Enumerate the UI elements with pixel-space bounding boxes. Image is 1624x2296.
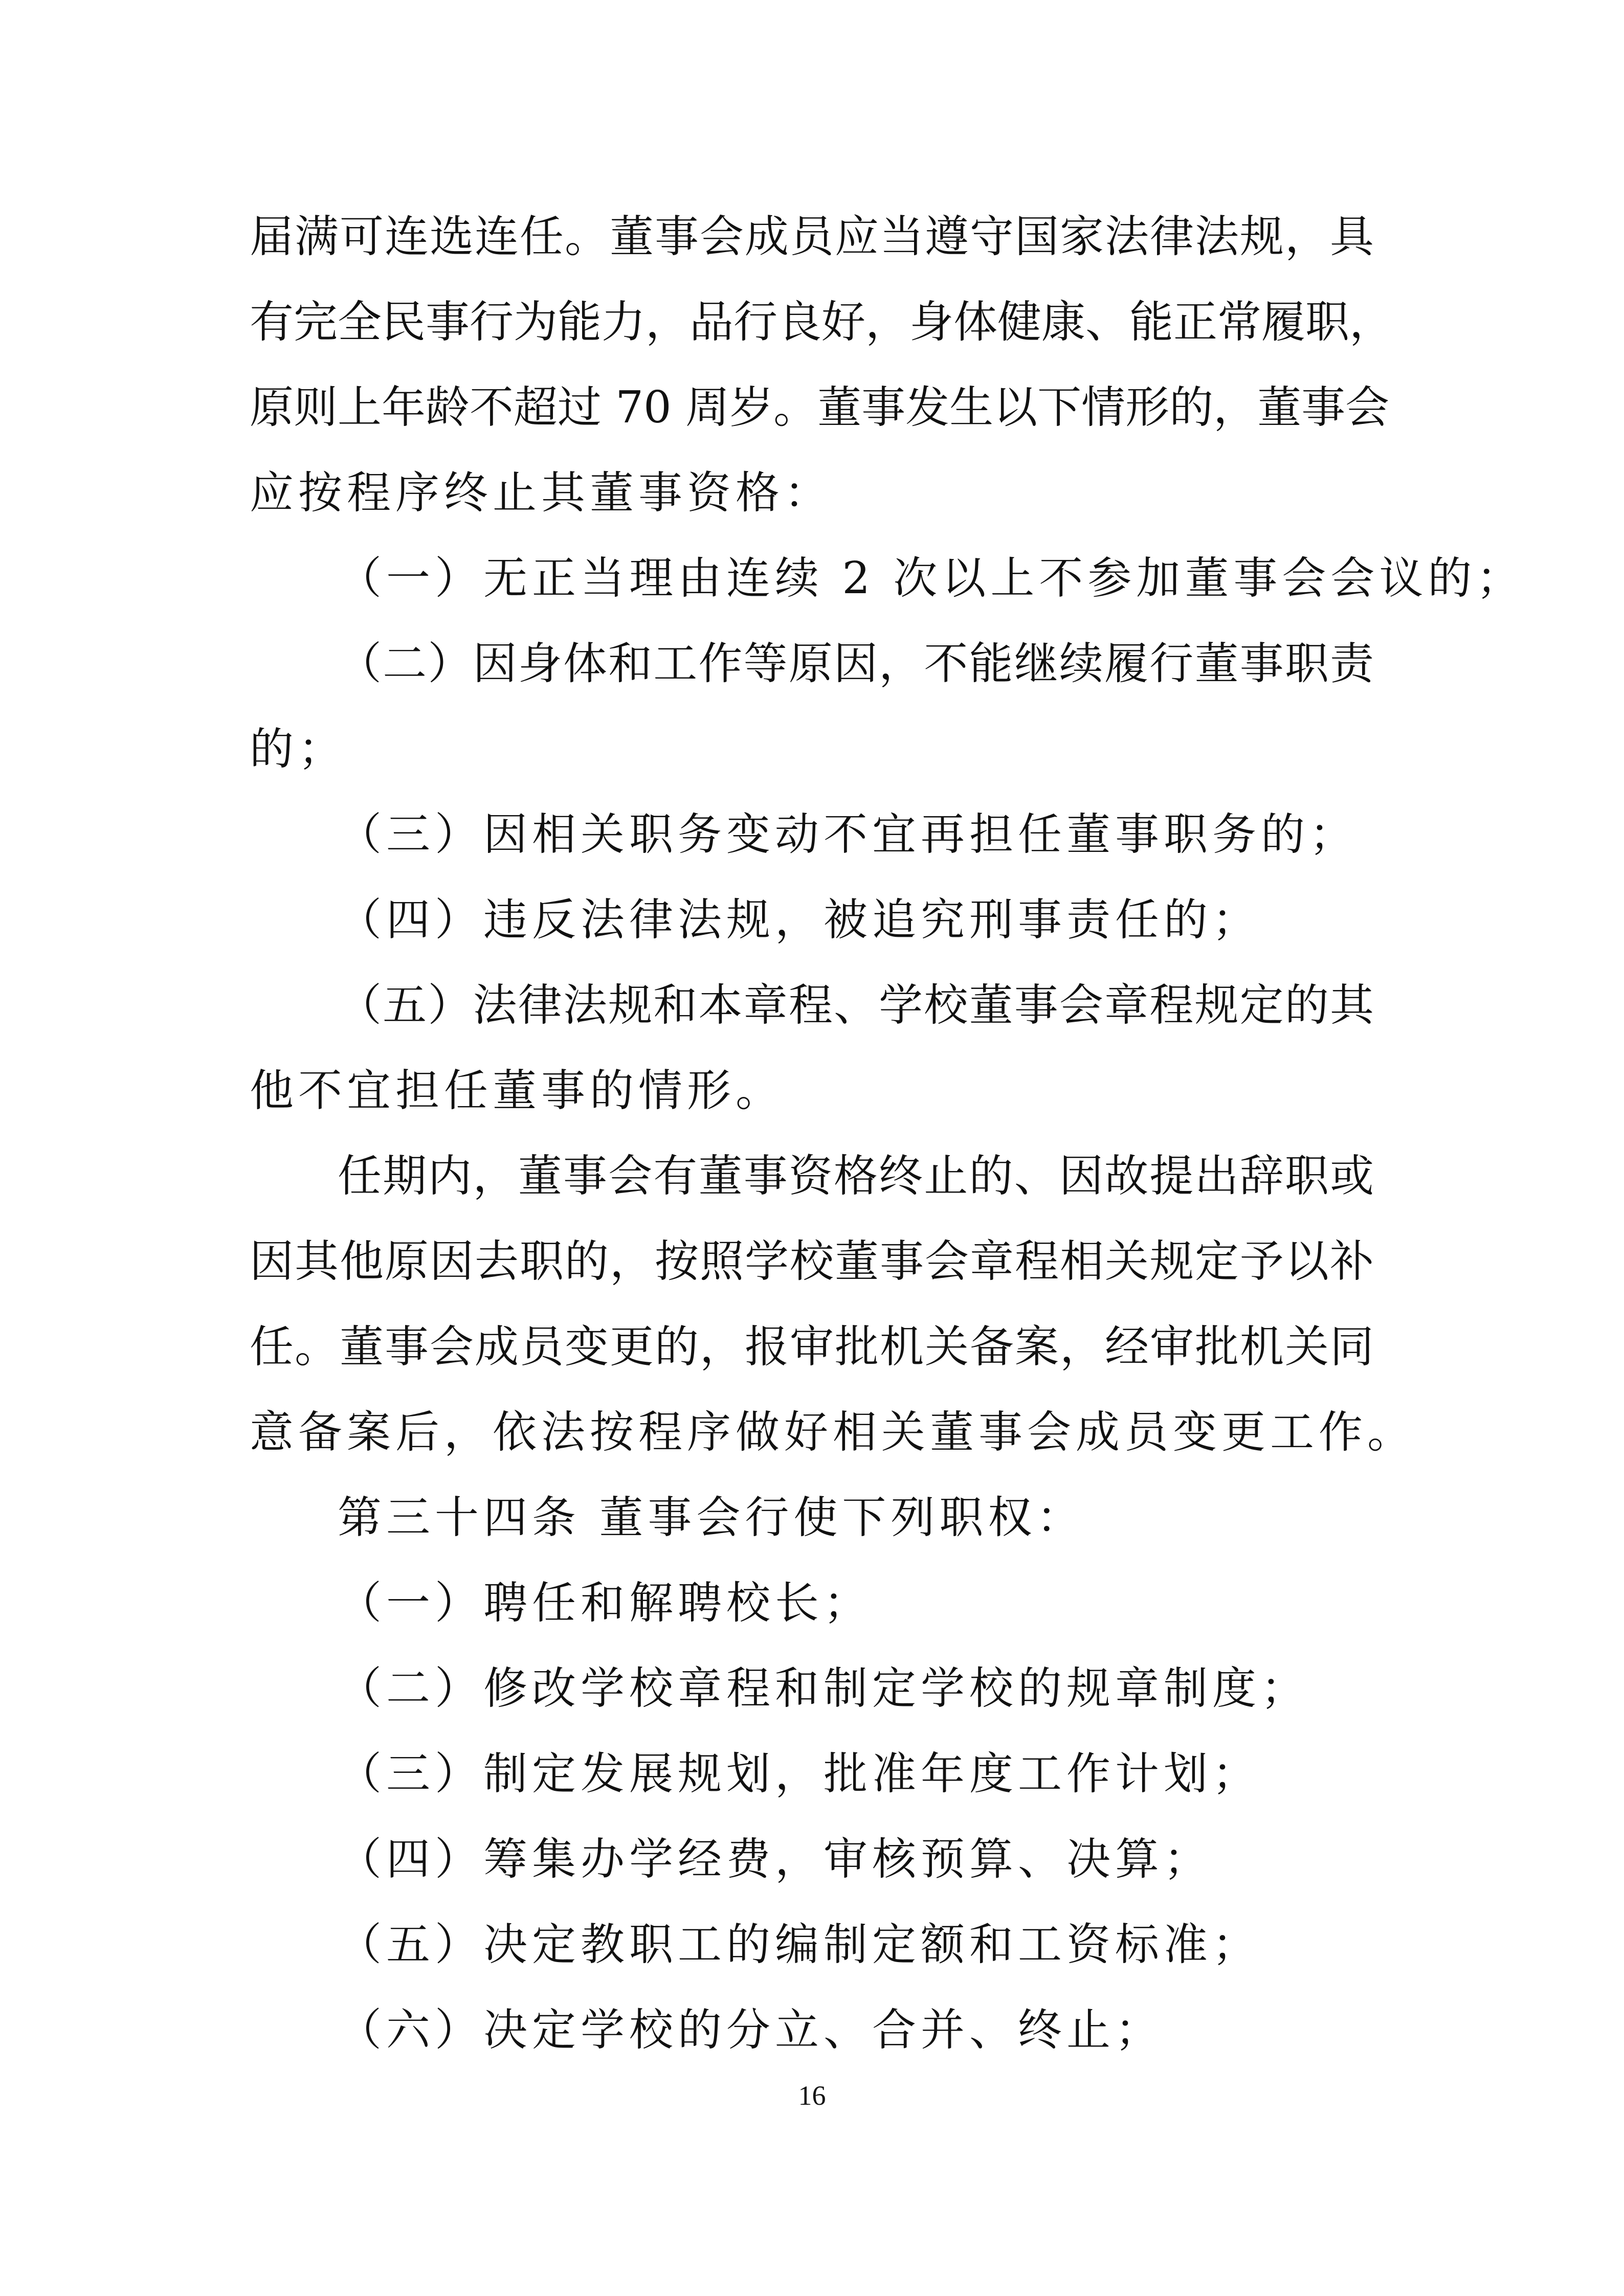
paragraph-first-line: 任期内，董事会有董事资格终止的、因故提出辞职或 [338, 1151, 1374, 1202]
list-item-line: （六）决定学校的分立、合并、终止； [338, 2005, 1164, 2056]
body-text-line: 意备案后，依法按程序做好相关董事会成员变更工作。 [250, 1407, 1416, 1458]
list-item-line: （五）法律法规和本章程、学校董事会章程规定的其 [338, 980, 1374, 1031]
list-item-continuation: 他不宜担任董事的情形。 [250, 1065, 784, 1116]
list-item-line: （二）修改学校章程和制定学校的规章制度； [338, 1663, 1309, 1714]
body-text-line: 届满可连选连任。董事会成员应当遵守国家法律法规，具 [250, 211, 1374, 262]
body-text-line: 应按程序终止其董事资格： [250, 467, 833, 519]
article-heading: 第三十四条 董事会行使下列职权： [338, 1492, 1085, 1543]
list-item-line: （二）因身体和工作等原因，不能继续履行董事职责 [338, 638, 1374, 689]
body-text-line: 因其他原因去职的，按照学校董事会章程相关规定予以补 [250, 1236, 1374, 1287]
body-text-line: 任。董事会成员变更的，报审批机关备案，经审批机关同 [250, 1321, 1374, 1372]
page-number: 16 [798, 2080, 826, 2111]
list-item-line: （四）筹集办学经费，审核预算、决算； [338, 1834, 1212, 1885]
list-item-line: （四）违反法律法规，被追究刑事责任的； [338, 894, 1261, 946]
list-item-line: （三）因相关职务变动不宜再担任董事职务的； [338, 809, 1358, 860]
list-item-continuation: 的； [250, 724, 347, 775]
list-item-line: （一）无正当理由连续 2 次以上不参加董事会会议的； [338, 553, 1525, 604]
list-item-line: （一）聘任和解聘校长； [338, 1578, 872, 1629]
body-text-line: 有完全民事行为能力，品行良好，身体健康、能正常履职， [250, 297, 1393, 348]
list-item-line: （三）制定发展规划，批准年度工作计划； [338, 1748, 1261, 1799]
body-text-line: 原则上年龄不超过 70 周岁。董事发生以下情形的，董事会 [250, 382, 1390, 433]
list-item-line: （五）决定教职工的编制定额和工资标准； [338, 1919, 1261, 1970]
